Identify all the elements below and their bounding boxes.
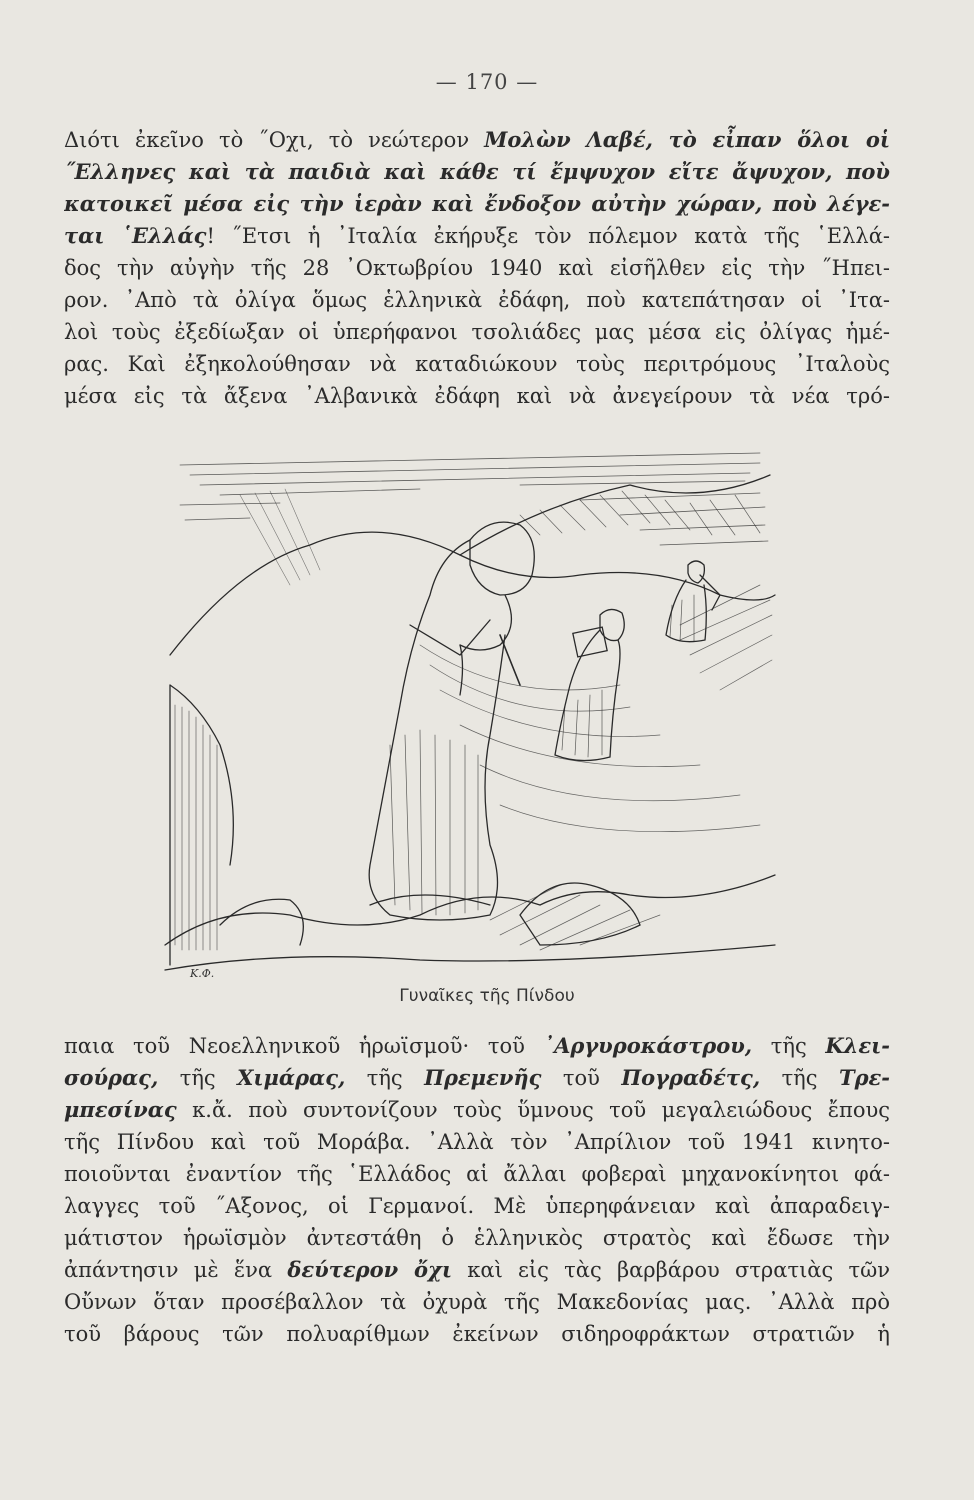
text-line: μέσα εἰς τὰ ἄξενα ᾿Αλβανικὰ ἐδάφη καὶ νὰ ἀνεγείρουν τὰ νέα τρό- — [64, 384, 890, 408]
text-line: ρον. ᾿Απὸ τὰ ὀλίγα ὅμως ἑλληνικὰ ἐδάφη, ποὺ κατεπάτησαν οἱ ᾿Ιτα- — [64, 288, 890, 312]
text-line: κατοικεῖ μέσα εἰς τὴν ἱερὰν καὶ ἔνδοξον αὐτὴν χώραν, ποὺ λέγε- — [64, 191, 890, 216]
page-number: — 170 — — [435, 70, 539, 94]
text-line: Οὔνων ὅταν προσέβαλλον τὰ ὀχυρὰ τῆς Μακεδονίας μας. ᾿Αλλὰ πρὸ — [64, 1290, 890, 1314]
woman-figure-foreground — [369, 522, 534, 920]
text-line: ἀπάντησιν μὲ ἕνα δεύτερον ὄχι καὶ εἰς τὰς βαρβάρου στρατιὰς τῶν — [64, 1257, 890, 1282]
rock — [220, 899, 303, 945]
mountain-hatching — [520, 491, 772, 690]
woman-figure-middle — [555, 609, 624, 760]
text-line: Διότι ἐκεῖνο τὸ ˝Οχι, τὸ νεώτερον Μολὼν Λαβέ, τὸ εἶπαν ὅλοι οἱ — [64, 127, 890, 152]
text-line: ται ῾Ελλάς! ˝Ετσι ἡ ᾿Ιταλία ἐκήρυξε τὸν πόλεμον κατὰ τῆς ῾Ελλά- — [64, 223, 890, 248]
text-line: σούρας, τῆς Χιμάρας, τῆς Πρεμενῆς τοῦ Πογραδέτς, τῆς Τρε- — [64, 1065, 890, 1090]
left-cliff — [170, 685, 233, 965]
text-line: λοὶ τοὺς ἐξεδίωξαν οἱ ὑπερήφανοι τσολιάδες μας μέσα εἰς ὀλίγας ἡμέ- — [64, 320, 890, 344]
foreground-ground — [165, 875, 775, 945]
text-line: δος τὴν αὐγὴν τῆς 28 ᾿Οκτωβρίου 1940 καὶ εἰσῆλθεν εἰς τὴν ˝Ηπει- — [64, 256, 890, 280]
text-line: τοῦ βάρους τῶν πολυαρίθμων ἐκείνων σιδηροφράκτων στρατιῶν ἡ — [64, 1322, 890, 1346]
paragraph-bottom — [64, 1030, 890, 1350]
illustration-women-of-pindus — [160, 445, 790, 985]
text-line: παια τοῦ Νεοελληνικοῦ ἡρωϊσμοῦ· τοῦ ᾿Αργυροκάστρου, τῆς Κλει- — [64, 1033, 890, 1058]
text-line: ποιοῦνται ἐναντίον τῆς ῾Ελλάδος αἱ ἄλλαι φοβεραὶ μηχανοκίνητοι φά- — [64, 1162, 890, 1186]
paragraph-top — [64, 124, 890, 412]
artist-signature: Κ.Φ. — [190, 967, 215, 980]
sky-hatching — [180, 453, 768, 545]
text-line: τῆς Πίνδου καὶ τοῦ Μοράβα. ᾿Αλλὰ τὸν ᾿Απρίλιον τοῦ 1941 κινητο- — [64, 1130, 890, 1154]
text-line: ˝Ελληνες καὶ τὰ παιδιὰ καὶ κάθε τί ἔμψυχον εἴτε ἄψυχον, ποὺ — [64, 159, 890, 184]
text-line: λαγγες τοῦ ˝Αξονος, οἱ Γερμανοί. Μὲ ὑπερηφάνειαν καὶ ἀπαραδειγ- — [64, 1194, 890, 1218]
text-line: ρας. Καὶ ἐξηκολούθησαν νὰ καταδιώκουν τοὺς περιτρόμους ᾿Ιταλοὺς — [64, 352, 890, 376]
figure-caption: Γυναῖκες τῆς Πίνδου — [399, 986, 575, 1006]
text-line: μπεσίνας κ.ἄ. ποὺ συντονίζουν τοὺς ὕμνους τοῦ μεγαλειώδους ἔπους — [64, 1097, 890, 1122]
text-line: μάτιστον ἡρωϊσμὸν ἀντεστάθη ὁ ἑλληνικὸς στρατὸς καὶ ἔδωσε τὴν — [64, 1226, 890, 1250]
woman-figure-distant — [666, 561, 720, 642]
